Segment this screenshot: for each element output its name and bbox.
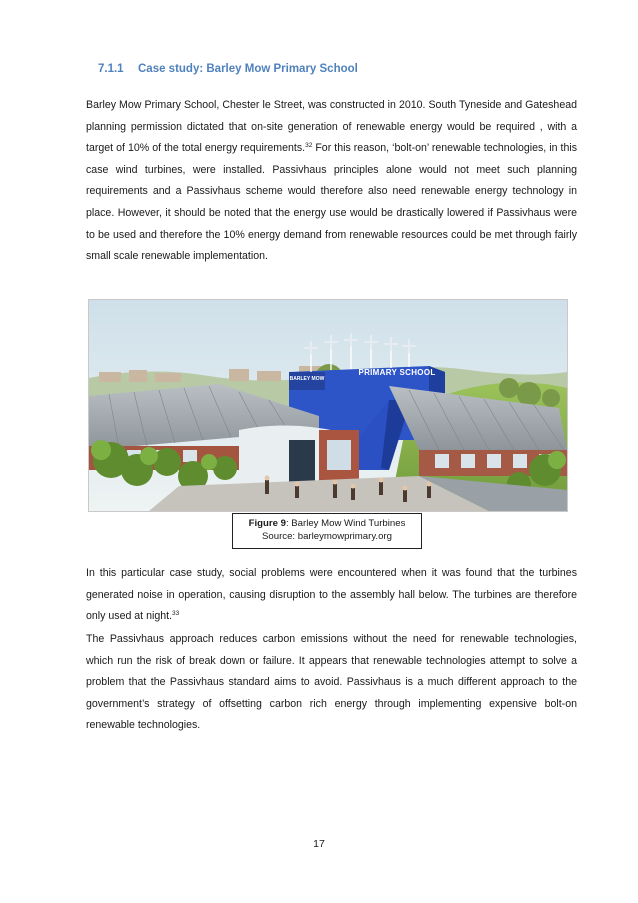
paragraph-social-problems-text: In this particular case study, social problems were encountered when it was found that the turbines generated noise in operation, causing disruption to the assembly hall below. The turbines are therefore only used at night. bbox=[86, 567, 577, 623]
building-sign: PRIMARY SCHOOL bbox=[358, 368, 436, 377]
figure-school-image bbox=[88, 299, 568, 512]
paragraph-passivhaus-approach-text: The Passivhaus approach reduces carbon emissions without the need for renewable technologies, which run the risk of break down or failure. It appears that renewable technologies attempt to solve a problem that the Passivhaus standard aims to avoid. Passivhaus is a much different approach to the government’s strategy of offsetting carbon rich energy through implementing expensive bolt-on renewable technologies. bbox=[86, 633, 577, 732]
paragraph-social-problems bbox=[86, 563, 577, 628]
page-number: 17 bbox=[313, 838, 325, 850]
paragraph-passivhaus-approach bbox=[86, 629, 577, 737]
footnote-ref-32[interactable]: 32 bbox=[305, 142, 313, 150]
figure-source: Source: barleymowprimary.org bbox=[262, 531, 392, 542]
paragraph-intro-text-a: Barley Mow Primary School, Chester le Street, was constructed in 2010. South Tyneside and Gateshead planning permission dictated that on-site generation of renewable energy would be required , with a target of 10% of the total energy requirements. bbox=[86, 99, 577, 155]
paragraph-intro bbox=[86, 95, 577, 268]
section-number: 7.1.1 bbox=[98, 63, 124, 75]
figure-caption bbox=[232, 513, 422, 549]
section-heading bbox=[98, 63, 358, 75]
paragraph-intro-text-b: For this reason, ‘bolt-on’ renewable technologies, in this case wind turbines, were installed. Passivhaus principles alone would not meet such planning requirements and a Passivhaus scheme would therefore also need renewable energy technology in place. However, it should be noted that the energy use would be drastically lowered if Passivhaus were to be used and therefore the 10% energy demand from renewable resources could be met through fairly small scale renewable implementation. bbox=[86, 142, 577, 263]
building-small-sign: BARLEY MOW bbox=[289, 376, 325, 382]
footnote-ref-33[interactable]: 33 bbox=[172, 610, 180, 618]
figure-title: : Barley Mow Wind Turbines bbox=[285, 518, 406, 529]
section-title: Case study: Barley Mow Primary School bbox=[138, 63, 358, 75]
figure-label: Figure 9 bbox=[248, 518, 286, 529]
